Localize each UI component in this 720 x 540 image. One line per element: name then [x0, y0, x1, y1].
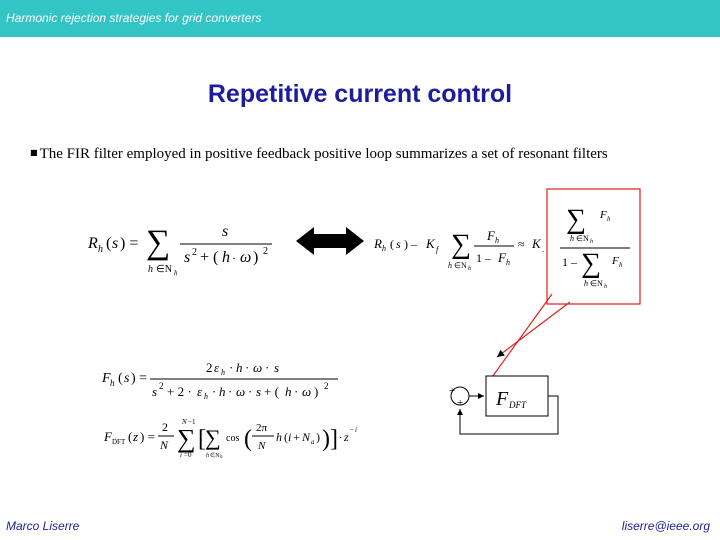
- svg-text:·: ·: [248, 384, 253, 399]
- svg-text:2: 2: [324, 381, 329, 391]
- svg-text:): ): [253, 249, 259, 266]
- resonant-transfer-function-equation: [101, 360, 338, 401]
- svg-text:s: s: [184, 249, 191, 266]
- svg-text:+: +: [293, 430, 300, 444]
- svg-text:s: s: [112, 235, 119, 252]
- sum-sign-top: +: [449, 385, 456, 397]
- svg-text:·: ·: [339, 433, 343, 444]
- svg-text:2: 2: [162, 420, 168, 434]
- svg-text:R: R: [374, 236, 382, 251]
- svg-text:) =: ) =: [131, 371, 148, 386]
- svg-text:h: h: [506, 258, 510, 267]
- svg-text:h: h: [220, 455, 223, 460]
- svg-text:2: 2: [206, 360, 213, 375]
- svg-text:∑: ∑: [451, 229, 471, 260]
- svg-text:h: h: [206, 453, 209, 459]
- svg-text:s: s: [256, 384, 262, 399]
- svg-text:∈N: ∈N: [210, 453, 220, 459]
- repetitive-approximation-equation: [373, 228, 544, 272]
- svg-text:·: ·: [228, 384, 233, 399]
- svg-text:∑: ∑: [581, 248, 601, 279]
- svg-text:h: h: [221, 368, 225, 377]
- svg-text:f: f: [436, 245, 439, 254]
- svg-text:F: F: [102, 371, 111, 386]
- svg-text:(: (: [390, 237, 394, 251]
- svg-text:F: F: [487, 228, 495, 243]
- fdft-block-label: F: [496, 388, 509, 410]
- svg-text:∑: ∑: [146, 224, 171, 261]
- svg-text:∑: ∑: [177, 424, 196, 453]
- svg-text:h: h: [619, 261, 623, 269]
- dft-filter-equation: [103, 418, 357, 460]
- svg-text:i: i: [355, 426, 357, 434]
- svg-text:h: h: [204, 392, 208, 401]
- svg-text:N: N: [182, 418, 187, 426]
- svg-text:s: s: [274, 360, 280, 375]
- svg-text:h: h: [468, 266, 471, 272]
- svg-text:h: h: [98, 244, 103, 255]
- svg-text:h: h: [285, 384, 292, 399]
- svg-text:s: s: [124, 371, 130, 386]
- resonant-filter-equation: [87, 223, 272, 277]
- bullet-marker-icon: ■: [30, 148, 38, 157]
- svg-text:2: 2: [192, 247, 197, 258]
- fdft-block-subscript: DFT: [509, 400, 527, 410]
- svg-text:(: (: [106, 235, 112, 252]
- svg-text:∑: ∑: [566, 204, 586, 235]
- svg-text:a: a: [311, 438, 315, 446]
- svg-text:h: h: [584, 279, 588, 288]
- svg-text:·: ·: [265, 360, 270, 375]
- svg-text:F: F: [104, 429, 112, 444]
- footer-author: Marco Liserre: [6, 519, 80, 533]
- svg-text:ω: ω: [240, 249, 252, 266]
- svg-text:1 –: 1 –: [476, 251, 491, 265]
- svg-text:h: h: [495, 236, 499, 245]
- svg-text:) =: ) =: [120, 235, 139, 252]
- svg-text:[: [: [198, 426, 206, 452]
- svg-text:ω: ω: [302, 384, 312, 399]
- svg-text:h: h: [570, 234, 574, 243]
- svg-text:+ (: + (: [200, 249, 219, 266]
- svg-text:i: i: [288, 430, 292, 444]
- svg-text:N: N: [258, 440, 266, 452]
- svg-text:s: s: [222, 223, 229, 240]
- svg-text:h: h: [110, 378, 115, 388]
- svg-text:R: R: [88, 235, 98, 252]
- svg-text:∈N: ∈N: [590, 279, 603, 288]
- bullet-text: The FIR filter employed in positive feedback positive loop summarizes a set of resonant filters: [39, 146, 608, 162]
- svg-text:·: ·: [245, 360, 250, 375]
- svg-text:h: h: [604, 284, 607, 290]
- svg-text:h: h: [174, 269, 178, 277]
- svg-text:2: 2: [159, 381, 164, 391]
- svg-text:h: h: [236, 360, 243, 375]
- svg-text:ε: ε: [197, 384, 203, 399]
- svg-text:+ (: + (: [264, 384, 279, 399]
- svg-text:z: z: [344, 430, 349, 444]
- svg-text:h: h: [382, 244, 386, 253]
- footer-email: liserre@ieee.org: [621, 519, 710, 533]
- svg-text:): ): [316, 430, 320, 444]
- slide-title: Repetitive current control: [207, 80, 513, 108]
- svg-text:cos: cos: [226, 433, 240, 444]
- feedback-loop-diagram: [449, 376, 558, 434]
- svg-text:·: ·: [294, 384, 299, 399]
- svg-text:ω: ω: [236, 384, 246, 399]
- svg-text:(: (: [244, 426, 252, 452]
- svg-text:h: h: [607, 215, 611, 223]
- svg-text:F: F: [600, 209, 607, 221]
- svg-text:i: i: [180, 451, 182, 459]
- svg-text:ε: ε: [214, 360, 220, 375]
- svg-text:·: ·: [229, 360, 234, 375]
- svg-text:2: 2: [263, 246, 268, 257]
- highlight-arrow: [497, 302, 570, 357]
- highlighted-sum-fraction: [560, 204, 630, 290]
- svg-text:N: N: [302, 430, 311, 444]
- svg-text:h: h: [276, 430, 282, 444]
- header-title: Harmonic rejection strategies for grid converters: [6, 11, 262, 25]
- svg-text:h: h: [148, 264, 153, 275]
- svg-text:(: (: [118, 371, 123, 386]
- svg-text:F: F: [612, 255, 619, 267]
- svg-text:h: h: [448, 261, 452, 270]
- svg-text:) =: ) =: [140, 429, 155, 444]
- svg-text:∈N: ∈N: [454, 261, 467, 270]
- svg-text:=0: =0: [184, 451, 192, 459]
- svg-text:2π: 2π: [256, 422, 268, 434]
- svg-text:−1: −1: [188, 418, 196, 426]
- svg-text:.: .: [542, 245, 544, 254]
- svg-text:∑: ∑: [205, 425, 221, 450]
- svg-text:·: ·: [212, 384, 217, 399]
- svg-text:h: h: [219, 384, 226, 399]
- svg-text:): ): [322, 426, 330, 452]
- svg-text:−: −: [350, 426, 354, 434]
- svg-text:(: (: [128, 429, 133, 444]
- svg-text:) –: ) –: [404, 237, 417, 251]
- svg-text:F: F: [498, 250, 506, 265]
- svg-text:): ): [314, 384, 319, 399]
- svg-text:z: z: [133, 429, 139, 444]
- svg-text:+ 2 ·: + 2 ·: [167, 384, 192, 399]
- equivalence-double-arrow: [296, 227, 364, 255]
- sum-sign-bottom: +: [457, 397, 464, 409]
- svg-text:DFT: DFT: [112, 438, 126, 446]
- svg-text:∈N: ∈N: [576, 234, 589, 243]
- svg-text:1 –: 1 –: [562, 255, 577, 269]
- svg-text:]: ]: [330, 426, 338, 452]
- svg-text:≈: ≈: [518, 237, 525, 251]
- svg-text:h: h: [222, 249, 230, 266]
- svg-text:·: ·: [232, 251, 236, 265]
- svg-text:s: s: [152, 384, 158, 399]
- svg-text:K: K: [426, 236, 435, 251]
- svg-text:K: K: [532, 236, 541, 251]
- svg-text:ω: ω: [253, 360, 263, 375]
- svg-text:(: (: [284, 430, 288, 444]
- svg-text:N: N: [160, 438, 169, 452]
- svg-text:h: h: [590, 239, 593, 245]
- highlight-connector-to-block: [490, 294, 552, 380]
- svg-text:∈N: ∈N: [156, 264, 172, 275]
- svg-text:s: s: [396, 237, 401, 251]
